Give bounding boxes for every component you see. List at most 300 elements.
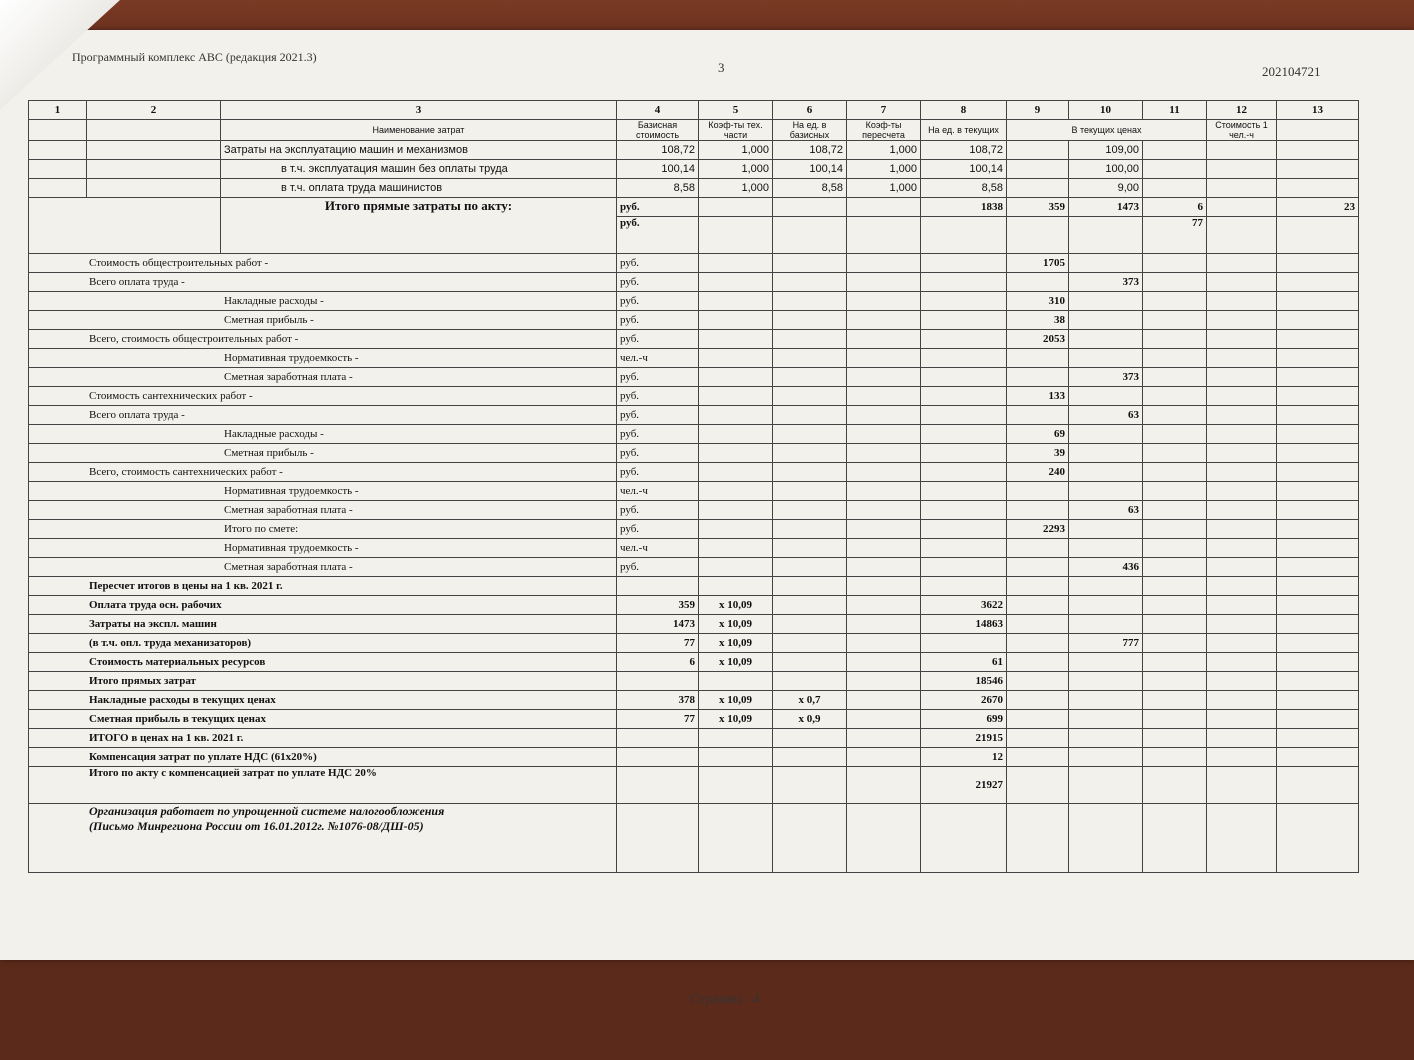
table-cell: [921, 804, 1007, 873]
value-cell: [1069, 349, 1143, 368]
table-cell: [847, 558, 921, 577]
value-cell: [1069, 653, 1143, 672]
summary-row: [29, 311, 1359, 330]
table-cell: [847, 634, 921, 653]
table-cell: [1007, 710, 1069, 729]
value-cell: [1007, 368, 1069, 387]
unit-cell: руб.: [617, 444, 699, 463]
row-label: Сметная прибыль -: [29, 311, 617, 330]
coef-cell: x 10,09: [699, 615, 773, 634]
table-cell: [773, 217, 847, 254]
table-cell: [699, 539, 773, 558]
row-label: Итого по акту с компенсацией затрат по уплате НДС 20%: [29, 767, 617, 804]
table-cell: [1277, 463, 1359, 482]
table-cell: [847, 804, 921, 873]
summary-row: [29, 254, 1359, 273]
coef-cell: [699, 748, 773, 767]
value-cell: 18546: [921, 672, 1007, 691]
table-cell: [1277, 539, 1359, 558]
summary-row: [29, 444, 1359, 463]
table-cell: [1277, 596, 1359, 615]
table-cell: [773, 558, 847, 577]
value-cell: 2053: [1007, 330, 1069, 349]
col-num: 10: [1069, 101, 1143, 120]
table-cell: [1143, 368, 1207, 387]
value-cell: [1069, 691, 1143, 710]
table-cell: [1143, 748, 1207, 767]
recalc-row: [29, 596, 1359, 615]
summary-row: [29, 292, 1359, 311]
table-cell: [1207, 501, 1277, 520]
total-direct-label: Итого прямые затраты по акту:: [221, 198, 617, 254]
table-cell: [1277, 691, 1359, 710]
value-cell: [1007, 539, 1069, 558]
table-cell: [1207, 520, 1277, 539]
unit-cell: руб.: [617, 254, 699, 273]
table-cell: [1277, 160, 1359, 179]
header-base-cost: Базисная стоимость: [617, 120, 699, 141]
table-cell: [1277, 444, 1359, 463]
recalc-row: [29, 710, 1359, 729]
table-cell: [1143, 160, 1207, 179]
machine-row: [29, 141, 1359, 160]
table-cell: [699, 292, 773, 311]
unit-cell: руб.: [617, 501, 699, 520]
recalc-row: [29, 615, 1359, 634]
table-cell: [773, 501, 847, 520]
table-cell: [1207, 804, 1277, 873]
table-cell: [699, 482, 773, 501]
value-cell: [1069, 425, 1143, 444]
table-cell: [1207, 463, 1277, 482]
summary-row: [29, 349, 1359, 368]
table-cell: [1207, 425, 1277, 444]
table-cell: [29, 160, 87, 179]
value-cell: 2293: [1007, 520, 1069, 539]
table-cell: [921, 217, 1007, 254]
coef-cell: [773, 577, 847, 596]
table-cell: [1277, 406, 1359, 425]
table-cell: [847, 273, 921, 292]
table-cell: [1277, 179, 1359, 198]
value-cell: 39: [1007, 444, 1069, 463]
value-cell: 69: [1007, 425, 1069, 444]
table-cell: [847, 330, 921, 349]
value-cell: 77: [1143, 217, 1207, 254]
table-cell: [1277, 748, 1359, 767]
value-cell: [1069, 482, 1143, 501]
recalc-row: [29, 691, 1359, 710]
value-cell: 8,58: [773, 179, 847, 198]
table-cell: [87, 160, 221, 179]
recalc-row: [29, 634, 1359, 653]
recalc-row: [29, 729, 1359, 748]
row-label: в т.ч. оплата труда машинистов: [221, 179, 617, 198]
value-cell: [921, 577, 1007, 596]
row-label: Пересчет итогов в цены на 1 кв. 2021 г.: [29, 577, 617, 596]
row-label: Сметная заработная плата -: [29, 501, 617, 520]
table-cell: [1207, 273, 1277, 292]
table-cell: [773, 273, 847, 292]
col-num: 3: [221, 101, 617, 120]
coef-cell: x 10,09: [699, 691, 773, 710]
value-cell: 100,00: [1069, 160, 1143, 179]
header-unit-current: На ед. в текущих: [921, 120, 1007, 141]
col-num: 6: [773, 101, 847, 120]
table-cell: [1277, 425, 1359, 444]
value-cell: 1473: [1069, 198, 1143, 217]
table-cell: [773, 349, 847, 368]
unit-cell: руб.: [617, 406, 699, 425]
table-cell: [773, 520, 847, 539]
row-label: Сметная прибыль -: [29, 444, 617, 463]
table-cell: [1277, 729, 1359, 748]
value-cell: [1007, 406, 1069, 425]
value-cell: [1069, 520, 1143, 539]
row-label: Всего, стоимость общестроительных работ -: [29, 330, 617, 349]
value-cell: 108,72: [921, 141, 1007, 160]
summary-row: [29, 387, 1359, 406]
table-cell: [847, 406, 921, 425]
table-cell: [1277, 501, 1359, 520]
table-cell: [847, 767, 921, 804]
table-cell: [921, 520, 1007, 539]
table-cell: [921, 406, 1007, 425]
value-cell: 77: [617, 710, 699, 729]
unit-cell: чел.-ч: [617, 482, 699, 501]
coef-cell: [773, 596, 847, 615]
table-cell: [921, 425, 1007, 444]
table-cell: [1277, 330, 1359, 349]
table-cell: [847, 311, 921, 330]
value-cell: 63: [1069, 406, 1143, 425]
value-cell: 1,000: [847, 160, 921, 179]
table-cell: [1207, 558, 1277, 577]
table-cell: [1007, 653, 1069, 672]
table-cell: [1143, 615, 1207, 634]
value-cell: [617, 748, 699, 767]
unit-cell: руб.: [617, 217, 699, 254]
row-label: в т.ч. эксплуатация машин без оплаты труда: [221, 160, 617, 179]
table-cell: [1069, 217, 1143, 254]
value-cell: [1007, 501, 1069, 520]
table-cell: [847, 691, 921, 710]
table-cell: [1143, 425, 1207, 444]
table-cell: [1143, 349, 1207, 368]
recalc-row: [29, 767, 1359, 804]
value-cell: 100,14: [921, 160, 1007, 179]
value-cell: [617, 729, 699, 748]
table-cell: [1277, 653, 1359, 672]
table-cell: [1007, 160, 1069, 179]
tax-note-line1: Организация работает по упрощенной системе налогообложения: [89, 804, 445, 818]
table-cell: [1277, 273, 1359, 292]
table-cell: [699, 254, 773, 273]
table-cell: [1277, 634, 1359, 653]
unit-cell: руб.: [617, 368, 699, 387]
row-label: Стоимость общестроительных работ -: [29, 254, 617, 273]
table-cell: [921, 254, 1007, 273]
value-cell: [1007, 273, 1069, 292]
table-cell: [847, 672, 921, 691]
coef-cell: [773, 634, 847, 653]
recalc-row: [29, 672, 1359, 691]
table-cell: [1277, 558, 1359, 577]
table-cell: [1277, 254, 1359, 273]
value-cell: 310: [1007, 292, 1069, 311]
coef-cell: [773, 748, 847, 767]
value-cell: [1069, 710, 1143, 729]
row-label: Компенсация затрат по уплате НДС (61x20%): [29, 748, 617, 767]
table-cell: [699, 273, 773, 292]
table-cell: [847, 387, 921, 406]
summary-row: [29, 501, 1359, 520]
value-cell: [1069, 729, 1143, 748]
table-cell: [1277, 311, 1359, 330]
table-cell: [1143, 273, 1207, 292]
table-cell: [921, 558, 1007, 577]
table-cell: [699, 501, 773, 520]
table-cell: [1007, 729, 1069, 748]
estimate-table: [28, 100, 1359, 873]
coef-cell: x 10,09: [699, 596, 773, 615]
table-cell: [1207, 596, 1277, 615]
value-cell: 1,000: [847, 179, 921, 198]
table-cell: [1143, 520, 1207, 539]
table-cell: [773, 368, 847, 387]
table-cell: [1143, 672, 1207, 691]
table-cell: [1207, 179, 1277, 198]
value-cell: 378: [617, 691, 699, 710]
table-cell: [699, 463, 773, 482]
recalc-row: [29, 748, 1359, 767]
summary-row: [29, 463, 1359, 482]
table-cell: [847, 539, 921, 558]
value-cell: [1069, 330, 1143, 349]
table-cell: [1207, 767, 1277, 804]
coef-cell: x 10,09: [699, 710, 773, 729]
table-cell: [1207, 368, 1277, 387]
table-cell: [847, 368, 921, 387]
table-cell: [1207, 292, 1277, 311]
col-num: 1: [29, 101, 87, 120]
table-cell: [773, 292, 847, 311]
table-cell: [1277, 710, 1359, 729]
table-cell: 1838: [921, 198, 1007, 217]
machine-row: [29, 179, 1359, 198]
table-cell: [1143, 539, 1207, 558]
table-cell: [1277, 368, 1359, 387]
value-cell: 373: [1069, 273, 1143, 292]
table-cell: [847, 217, 921, 254]
row-label: Всего оплата труда -: [29, 406, 617, 425]
value-cell: 63: [1069, 501, 1143, 520]
table-cell: [87, 141, 221, 160]
row-label: Накладные расходы -: [29, 425, 617, 444]
coef-cell: [699, 729, 773, 748]
table-cell: [1143, 596, 1207, 615]
table-cell: [1143, 653, 1207, 672]
table-cell: [1143, 691, 1207, 710]
value-cell: 38: [1007, 311, 1069, 330]
column-number-row: [29, 101, 1359, 120]
table-cell: [921, 463, 1007, 482]
table-cell: [1143, 330, 1207, 349]
table-cell: [1207, 691, 1277, 710]
table-cell: [773, 539, 847, 558]
row-label: (в т.ч. опл. труда механизаторов): [29, 634, 617, 653]
unit-cell: руб.: [617, 311, 699, 330]
table-cell: [847, 425, 921, 444]
coef-cell: x 10,09: [699, 653, 773, 672]
col-num: 12: [1207, 101, 1277, 120]
table-cell: [773, 804, 847, 873]
value-cell: 2670: [921, 691, 1007, 710]
unit-cell: чел.-ч: [617, 349, 699, 368]
table-cell: [773, 444, 847, 463]
summary-row: [29, 482, 1359, 501]
unit-cell: руб.: [617, 520, 699, 539]
table-cell: [1143, 729, 1207, 748]
total-direct-row: [29, 198, 1359, 217]
table-cell: [699, 368, 773, 387]
value-cell: 133: [1007, 387, 1069, 406]
row-label: Накладные расходы -: [29, 292, 617, 311]
table-cell: [921, 292, 1007, 311]
table-cell: [1007, 141, 1069, 160]
summary-row: [29, 406, 1359, 425]
table-cell: [1277, 520, 1359, 539]
table-cell: [1277, 767, 1359, 804]
value-cell: [1069, 254, 1143, 273]
table-cell: [29, 141, 87, 160]
table-cell: [699, 520, 773, 539]
col-num: 8: [921, 101, 1007, 120]
table-cell: [847, 349, 921, 368]
table-cell: [1207, 729, 1277, 748]
table-cell: [699, 425, 773, 444]
table-cell: [773, 463, 847, 482]
table-cell: [1277, 217, 1359, 254]
table-cell: [1143, 254, 1207, 273]
value-cell: 1705: [1007, 254, 1069, 273]
table-cell: [699, 558, 773, 577]
table-cell: [29, 198, 221, 254]
summary-row: [29, 425, 1359, 444]
table-cell: [921, 368, 1007, 387]
note-row: [29, 804, 1359, 873]
row-label: Нормативная трудоемкость -: [29, 482, 617, 501]
table-cell: [847, 463, 921, 482]
table-cell: [847, 254, 921, 273]
coef-cell: x 0,7: [773, 691, 847, 710]
coef-cell: [699, 577, 773, 596]
coef-cell: [773, 672, 847, 691]
table-cell: [1007, 748, 1069, 767]
table-cell: [921, 273, 1007, 292]
table-cell: [847, 577, 921, 596]
table-cell: [1207, 748, 1277, 767]
table-cell: [1007, 217, 1069, 254]
value-cell: [1007, 558, 1069, 577]
value-cell: 12: [921, 748, 1007, 767]
table-cell: [699, 217, 773, 254]
value-cell: 9,00: [1069, 179, 1143, 198]
table-cell: [1207, 539, 1277, 558]
value-cell: 21927: [921, 767, 1007, 804]
table-cell: [847, 482, 921, 501]
page-count: Страниц - 4: [690, 992, 760, 1007]
row-label: Накладные расходы в текущих ценах: [29, 691, 617, 710]
table-cell: [1143, 179, 1207, 198]
value-cell: [1069, 292, 1143, 311]
coef-cell: [773, 767, 847, 804]
table-cell: [1143, 804, 1207, 873]
value-cell: 1,000: [699, 179, 773, 198]
coef-cell: [699, 767, 773, 804]
summary-row: [29, 330, 1359, 349]
table-cell: [921, 387, 1007, 406]
table-cell: [1207, 141, 1277, 160]
value-cell: [921, 634, 1007, 653]
value-cell: [1069, 311, 1143, 330]
table-cell: [773, 387, 847, 406]
summary-row: [29, 273, 1359, 292]
table-cell: [1207, 311, 1277, 330]
table-cell: [773, 254, 847, 273]
row-label: Итого прямых затрат: [29, 672, 617, 691]
recalc-row: [29, 653, 1359, 672]
software-label: Программный комплекс АВС (редакция 2021.3): [72, 50, 317, 64]
value-cell: 373: [1069, 368, 1143, 387]
document-code: 202104721: [1262, 64, 1321, 79]
table-cell: [1143, 141, 1207, 160]
table-cell: [847, 596, 921, 615]
table-cell: [1007, 634, 1069, 653]
value-cell: 777: [1069, 634, 1143, 653]
table-cell: [1207, 634, 1277, 653]
table-cell: [1143, 710, 1207, 729]
col-num: 2: [87, 101, 221, 120]
value-cell: [1069, 463, 1143, 482]
col-num: 11: [1143, 101, 1207, 120]
unit-cell: руб.: [617, 330, 699, 349]
table-cell: [921, 539, 1007, 558]
value-cell: 77: [617, 634, 699, 653]
recalc-row: [29, 577, 1359, 596]
table-cell: [1143, 577, 1207, 596]
value-cell: 8,58: [617, 179, 699, 198]
table-cell: [699, 198, 773, 217]
table-cell: [617, 804, 699, 873]
value-cell: [1069, 672, 1143, 691]
table-cell: [847, 444, 921, 463]
value-cell: [617, 672, 699, 691]
row-label: Стоимость сантехнических работ -: [29, 387, 617, 406]
table-cell: [847, 198, 921, 217]
table-cell: [1207, 217, 1277, 254]
table-cell: [1143, 501, 1207, 520]
col-num: 5: [699, 101, 773, 120]
table-cell: [1207, 444, 1277, 463]
unit-cell: руб.: [617, 425, 699, 444]
table-cell: [773, 425, 847, 444]
value-cell: 3622: [921, 596, 1007, 615]
row-label: Сметная заработная плата -: [29, 368, 617, 387]
unit-cell: руб.: [617, 292, 699, 311]
table-cell: [699, 387, 773, 406]
table-cell: [1207, 482, 1277, 501]
